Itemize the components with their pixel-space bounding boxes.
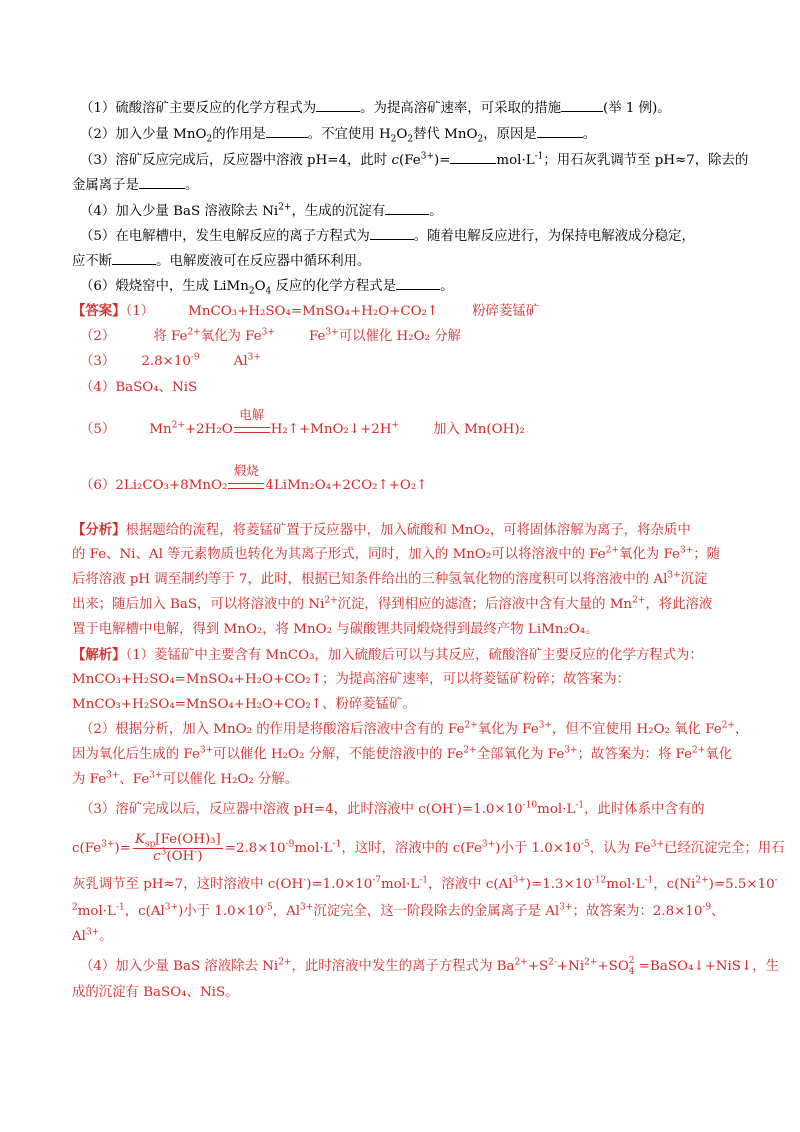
explanation-line-8: $c(Fe^{3+})=$ $\frac{K_{sp}[Fe(OH)_3]}{c^3(OH^-)}$ $=2.8\times 10^{-9}mol\cdot L^{-1}$，这时，溶液中的 $c(Fe^{3+})$小于 $1.0\times 10^{-5}$，认为 $Fe^{3+}$已经沉淀完全；用石	[72, 832, 785, 864]
answer-blank	[139, 175, 185, 189]
question-3: （3）溶矿反应完成后，反应器中溶液 pH=4，此时 $c(Fe^{3+})= mol\cdot L^{-1}$；用石灰乳调节至 pH≈7，除去的	[80, 151, 749, 168]
explanation-line-9: 灰乳调节至 pH≈7，这时溶液中 $c(OH^-)=1.0\times 10^{-7}mol\cdot L^{-1}$，溶液中 $c(Al^{3+})=1.3\times 10^{-12}mol\cdot L^{-1}$，$c(Ni^{2+})=5.5\times 10^-$	[72, 875, 778, 892]
question-5: （5）在电解槽中，发生电解反应的离子方程式为 。随着电解反应进行，为保持电解液成分稳定，	[80, 226, 695, 247]
answer-1: 【答案】（1） MnCO₃+H₂SO₄=MnSO₄+H₂O+CO₂↑ 粉碎菱锰矿	[72, 303, 540, 319]
condition-label: 电解	[239, 407, 265, 422]
explanation-line-12: （4）加入少量 BaS 溶液除去 $Ni^{2+}$，此时溶液中发生的离子方程式为 $Ba^{2+}+S^{2-}+Ni^{2+}+SO$ 2 4 =BaSO₄↓+NiS↓，生	[80, 956, 779, 977]
answer-blank	[370, 226, 414, 240]
answer-blank	[385, 201, 429, 215]
analysis-line-1: 【分析】根据题给的流程，将菱锰矿置于反应器中，加入硫酸和 MnO₂，可将固体溶解为离子，将杂质中	[72, 522, 691, 538]
question-1: （1）硫酸溶矿主要反应的化学方程式为 。为提高溶矿速率，可采取的措施 (举 1 例)。	[80, 98, 671, 119]
answer-blank	[266, 124, 308, 138]
question-6: （6）煅烧窑中，生成 $LiMn_2O_4$ 反应的化学方程式是 。	[80, 276, 453, 297]
explanation-line-10: $^2mol\cdot L^{-1}$，$c(Al^{3+})$小于 $1.0\times 10^{-5}$，$Al^{3+}$沉淀完全，这一阶段除去的金属离子是 $Al^{3+}$；故答案为：$2.8\times 10^{-9}$、	[72, 902, 725, 919]
question-5-line-2: 应不断 。电解废液可在反应器中循环利用。	[72, 251, 370, 272]
analysis-line-3: 后将溶液 pH 调至制约等于 7，此时，根据已知条件给出的三种氢氧化物的溶度积可以将溶液中的 $Al^{3+}$沉淀	[72, 570, 708, 587]
answer-tag: 【答案】	[72, 303, 126, 319]
answer-blank	[450, 150, 496, 164]
answer-blank	[537, 124, 583, 138]
question-3-line-2: 金属离子是 。	[72, 175, 198, 196]
equals-arrow	[234, 427, 270, 433]
explanation-line-7: （3）溶矿完成以后，反应器中溶液 pH=4，此时溶液中 $c(OH^-)=1.0\times 10^{-10}mol\cdot L^{-1}$，此时体系中含有的	[80, 800, 705, 817]
answer-blank	[112, 251, 156, 265]
explanation-line-13: 成的沉淀有 BaSO₄、NiS。	[72, 985, 239, 1000]
answer-blank	[396, 276, 440, 290]
analysis-line-5: 置于电解槽中电解，得到 MnO₂，将 MnO₂ 与碳酸锂共同煅烧得到最终产物 LiMn₂O₄。	[72, 622, 599, 637]
explanation-tag: 【解析】	[72, 647, 126, 663]
analysis-line-2: 的 Fe、Ni、Al 等元素物质也转化为其离子形式，同时，加入的 MnO₂可以将溶液中的 $Fe^{2+}$氧化为 $Fe^{3+}$；随	[72, 545, 720, 562]
explanation-line-3: MnCO₃+H₂SO₄=MnSO₄+H₂O+CO₂↑、粉碎菱锰矿。	[72, 697, 416, 712]
answer-blank	[561, 98, 603, 112]
explanation-line-11: $Al^{3+}$。	[72, 927, 113, 944]
analysis-tag: 【分析】	[72, 522, 126, 538]
equals-arrow	[228, 483, 264, 489]
answer-6: （6）2Li₂CO₃+8MnO₂ 煅烧 4LiMn₂O₄+2CO₂↑+O₂↑	[80, 463, 428, 493]
answer-3: （3） $2.8\times 10^{-9}$ $Al^{3+}$	[80, 352, 261, 369]
question-4: （4）加入少量 BaS 溶液除去 $Ni^{2+}$，生成的沉淀有 。	[80, 202, 443, 219]
explanation-line-5: 因为氧化后生成的 $Fe^{3+}$可以催化 H₂O₂ 分解，不能使溶液中的 $Fe^{2+}$全部氧化为 $Fe^{3+}$；故答案为：将 $Fe^{2+}$氧化	[72, 745, 733, 762]
ksp-fraction: $\frac{K_{sp}[Fe(OH)_3]}{c^3(OH^-)}$	[134, 832, 221, 864]
explanation-line-6: 为 $Fe^{3+}$、$Fe^{3+}$可以催化 H₂O₂ 分解。	[72, 770, 299, 787]
condition-label: 煅烧	[233, 463, 259, 478]
answer-4: （4）BaSO₄、NiS	[80, 380, 198, 395]
answer-blank	[316, 98, 360, 112]
explanation-line-4: （2）根据分析，加入 MnO₂ 的作用是将酸溶后溶液中含有的 $Fe^{2+}$氧化为 $Fe^{3+}$，但不宜使用 H₂O₂ 氧化 $Fe^{2+}$，	[80, 720, 749, 737]
question-2: （2）加入少量 MnO$_2$的作用是 。不宜使用 $H_2O_2$替代 MnO$_2$，原因是 。	[80, 124, 596, 145]
answer-2: （2） 将 $Fe^{2+}$氧化为 $Fe^{3+}$ $Fe^{3+}$可以催化 H₂O₂ 分解	[80, 327, 461, 344]
analysis-line-4: 出来；随后加入 BaS，可以将溶液中的 $Ni^{2+}$沉淀，得到相应的滤渣；后溶液中含有大量的 $Mn^{2+}$，将此溶液	[72, 595, 713, 612]
answer-5: （5） $Mn^{2+}+2H_2O$ 电解 H₂↑+MnO₂↓+2H+ 加入 Mn(OH)₂	[80, 407, 525, 437]
explanation-line-2: MnCO₃+H₂SO₄=MnSO₄+H₂O+CO₂↑；为提高溶矿速率，可以将菱锰矿粉碎；故答案为：	[72, 672, 631, 687]
explanation-line-1: 【解析】（1）菱锰矿中主要含有 MnCO₃，加入硫酸后可以与其反应，硫酸溶矿主要反应的化学方程式为：	[72, 647, 703, 663]
